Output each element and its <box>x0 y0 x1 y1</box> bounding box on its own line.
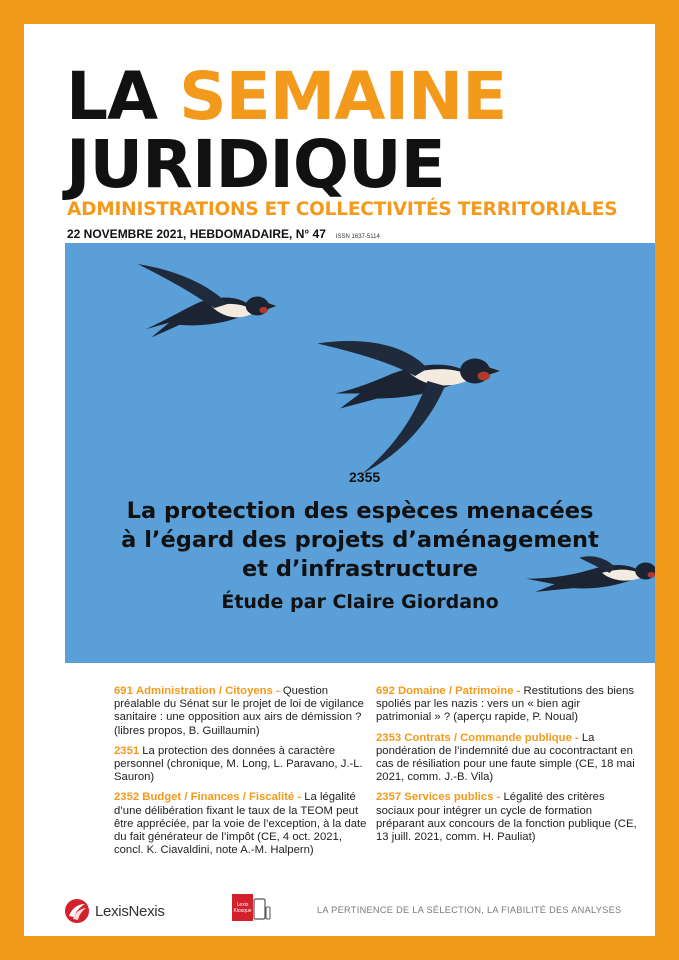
lexis-kiosque-logo[interactable] <box>232 894 271 921</box>
entry-number: 2351 <box>114 744 140 757</box>
issn: ISSN 1637-5114 <box>335 234 380 240</box>
headline-line: La protection des espèces menacées <box>126 498 594 524</box>
entry-number: 2352 <box>114 791 140 804</box>
subtitle: ADMINISTRATIONS ET COLLECTIVITÉS TERRITORIALES <box>67 199 618 220</box>
swallow-top-left <box>138 264 277 338</box>
entry-category: Services publics - <box>404 791 501 804</box>
swallow-center <box>318 341 501 473</box>
summary-entry[interactable] <box>114 745 372 785</box>
masthead <box>66 58 507 203</box>
cover-photo <box>65 243 655 663</box>
dateline <box>67 227 380 241</box>
entry-category: Domaine / Patrimoine - <box>398 685 521 697</box>
kiosque-top-label: Lexis <box>236 902 249 908</box>
entry-text: Légalité des critères sociaux pour intégrer un cycle de formation préparant aux concours de la fonction publique (CE, 13 juill. 2021, comm. H. Pauliat) <box>376 791 637 844</box>
kiosque-bottom-label: Kiosque <box>233 908 252 914</box>
feature-headline <box>65 497 655 584</box>
cover-page <box>24 24 655 936</box>
summary-right-column <box>376 685 638 851</box>
masthead-semaine: SEMAINE <box>179 58 507 135</box>
headline-line: et d’infrastructure <box>241 556 479 582</box>
lexisnexis-logo[interactable] <box>64 898 165 924</box>
tablet-phone-icon <box>253 897 271 921</box>
summary-entry[interactable] <box>376 732 638 785</box>
entry-text: Question préalable du Sénat sur le projet de loi de vigilance sanitaire : une opposition aux airs de démission ? (libres propos, B. Guillaumin) <box>114 685 364 737</box>
headline-line: à l’égard des projets d’aménagement <box>121 527 599 553</box>
summary-entry[interactable] <box>114 685 372 738</box>
kiosque-badge <box>232 894 253 921</box>
feature-byline: Étude par Claire Giordano <box>221 591 499 613</box>
entry-text: La légalité d’une délibération fixant le taux de la TEOM peut être appréciée, par la voie de l’exception, à la date du fait générateur de l’impôt (CE, 4 oct. 2021, concl. K. Ciavaldini, note A.-M. Halpern) <box>114 791 367 857</box>
entry-number: 692 <box>376 685 395 697</box>
entry-category: Contrats / Commande publique - <box>404 731 579 744</box>
summary-entry[interactable] <box>376 685 638 725</box>
feature-number: 2355 <box>349 469 381 485</box>
entry-number: 2353 <box>376 731 402 744</box>
summary-left-column <box>114 685 372 864</box>
entry-number: 2357 <box>376 791 402 804</box>
entry-number: 691 <box>114 685 133 697</box>
lexisnexis-emblem-icon <box>64 898 90 924</box>
entry-category: Budget / Finances / Fiscalité - <box>142 791 302 804</box>
masthead-la: LA <box>66 58 158 135</box>
tagline: LA PERTINENCE DE LA SÉLECTION, LA FIABILITÉ DES ANALYSES <box>317 905 622 915</box>
entry-text: La pondération de l’indemnité due au cocontractant en cas de résiliation pour une faute simple (CE, 18 mai 2021, comm. J.-B. Vila) <box>376 731 635 784</box>
masthead-line-1 <box>66 58 507 135</box>
summary-entry[interactable] <box>114 791 372 857</box>
entry-text: La protection des données à caractère personnel (chronique, M. Long, L. Paravano, J.-L. Sauron) <box>114 744 363 784</box>
issue-date: 22 NOVEMBRE 2021, HEBDOMADAIRE, N° 47 <box>67 227 326 241</box>
publisher-name: LexisNexis <box>95 902 165 920</box>
masthead-juridique: JURIDIQUE <box>66 126 445 203</box>
summary-entry[interactable] <box>376 791 638 844</box>
entry-category: Administration / Citoyens - <box>136 685 280 697</box>
entry-text: Restitutions des biens spoliés par les nazis : vers un « bien agir patrimonial » ? (aperçu rapide, P. Noual) <box>376 685 635 724</box>
